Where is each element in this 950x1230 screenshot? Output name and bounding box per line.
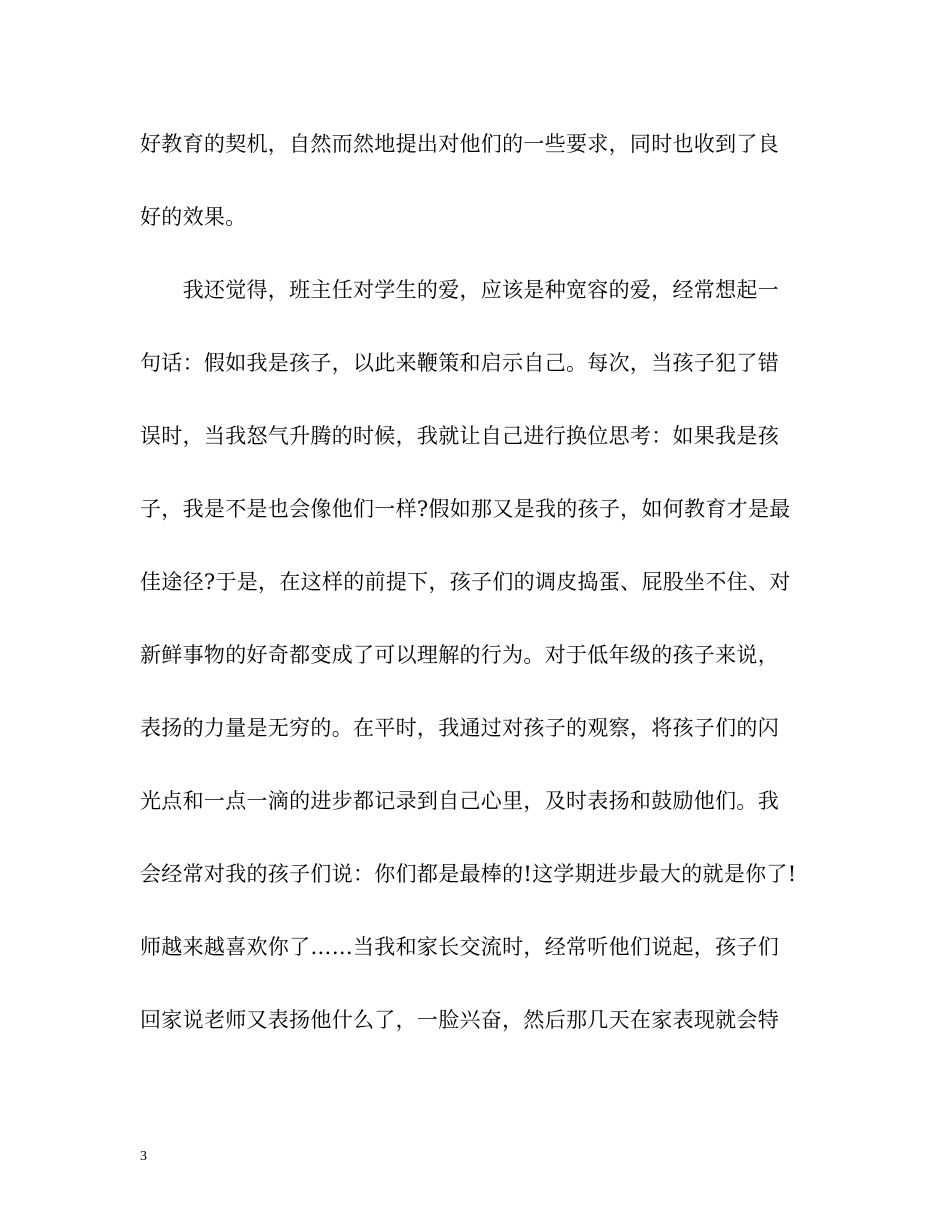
text-line: 我还觉得，班主任对学生的爱，应该是种宽容的爱，经常想起一 (140, 278, 779, 302)
text-line: 回家说老师又表扬他什么了，一脸兴奋，然后那几天在家表现就会特 (140, 1008, 779, 1032)
text-line: 好教育的契机，自然而然地提出对他们的一些要求，同时也收到了良 (140, 132, 779, 156)
text-line: 会经常对我的孩子们说：你们都是最棒的!这学期进步最大的就是你了! (140, 862, 797, 886)
text-line: 光点和一点一滴的进步都记录到自己心里，及时表扬和鼓励他们。我 (140, 789, 779, 813)
text-line: 好的效果。 (140, 205, 247, 229)
text-line: 子，我是不是也会像他们一样?假如那又是我的孩子，如何教育才是最 (140, 497, 791, 521)
page-number: 3 (140, 1149, 147, 1164)
text-line: 新鲜事物的好奇都变成了可以理解的行为。对于低年级的孩子来说， (140, 643, 779, 667)
text-line: 佳途径?于是，在这样的前提下，孩子们的调皮捣蛋、屁股坐不住、对 (140, 570, 791, 594)
text-line: 师越来越喜欢你了……当我和家长交流时，经常听他们说起，孩子们 (140, 935, 779, 959)
text-line: 表扬的力量是无穷的。在平时，我通过对孩子的观察，将孩子们的闪 (140, 716, 779, 740)
text-line: 误时，当我怒气升腾的时候，我就让自己进行换位思考：如果我是孩 (140, 424, 779, 448)
text-line: 句话：假如我是孩子，以此来鞭策和启示自己。每次，当孩子犯了错 (140, 351, 779, 375)
